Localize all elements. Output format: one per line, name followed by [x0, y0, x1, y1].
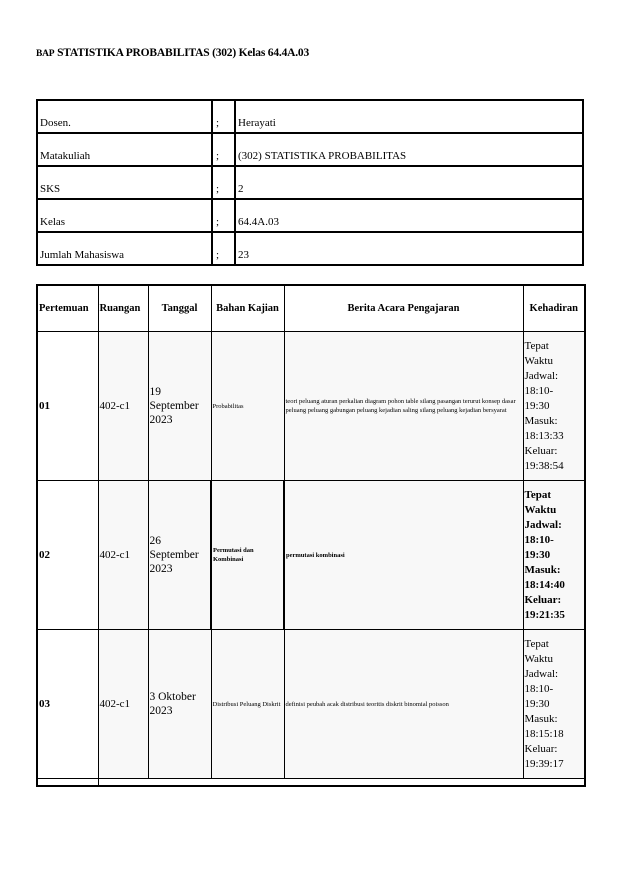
- cell-kehadiran: [523, 630, 585, 779]
- info-separator: ;: [212, 166, 235, 199]
- cell-pertemuan: 01: [37, 332, 98, 481]
- cell-bahan-kajian: Probabilitas: [211, 332, 284, 481]
- attendance-line: Waktu: [524, 503, 557, 516]
- info-value: 64.4A.03: [235, 199, 583, 232]
- attendance-line: 19:39:17: [524, 757, 564, 770]
- info-row-kelas: [37, 199, 583, 232]
- info-row-sks: [37, 166, 583, 199]
- cell-ruangan: 402-c1: [98, 481, 148, 630]
- attendance-line: Keluar:: [524, 444, 558, 457]
- continuation-cell: [98, 779, 148, 787]
- table-continuation-row: [37, 779, 585, 787]
- info-value: Herayati: [235, 100, 583, 133]
- cell-bahan-kajian: Distribusi Peluang Diskrit: [211, 630, 284, 779]
- title-prefix: BAP: [36, 49, 55, 59]
- attendance-line: 18:10-: [524, 384, 554, 397]
- info-label: Jumlah Mahasiswa: [37, 232, 212, 265]
- cell-kehadiran: [523, 332, 585, 481]
- table-header-row: [37, 285, 585, 332]
- continuation-cell: [523, 779, 585, 787]
- table-row: [37, 481, 585, 630]
- cell-tanggal: 3 Oktober 2023: [148, 630, 211, 779]
- continuation-cell: [211, 779, 284, 787]
- attendance-line: Jadwal:: [524, 667, 559, 680]
- header-pertemuan: Pertemuan: [37, 285, 98, 332]
- attendance-line: Keluar:: [524, 593, 562, 606]
- cell-ruangan: 402-c1: [98, 332, 148, 481]
- info-separator: ;: [212, 133, 235, 166]
- cell-tanggal: 19 September 2023: [148, 332, 211, 481]
- info-value: 23: [235, 232, 583, 265]
- document-title: [36, 47, 309, 59]
- info-label: Matakuliah: [37, 133, 212, 166]
- attendance-line: 18:15:18: [524, 727, 564, 740]
- attendance-line: Keluar:: [524, 742, 558, 755]
- attendance-line: 18:14:40: [524, 578, 565, 591]
- cell-bahan-kajian: Permutasi dan Kombinasi: [211, 481, 284, 630]
- cell-berita-acara: teori peluang aturan perkalian diagram pohon table silang pasangan terurut konsep dasar peluang peluang gabungan peluang kejadian saling silang peluang kejadian bersyarat: [284, 332, 523, 481]
- info-label: SKS: [37, 166, 212, 199]
- attendance-line: Jadwal:: [524, 518, 562, 531]
- table-row: [37, 332, 585, 481]
- header-bahan-kajian: Bahan Kajian: [211, 285, 284, 332]
- info-row-jumlah: [37, 232, 583, 265]
- info-separator: ;: [212, 232, 235, 265]
- info-value: (302) STATISTIKA PROBABILITAS: [235, 133, 583, 166]
- attendance-line: Tepat: [524, 637, 549, 650]
- attendance-line: Waktu: [524, 354, 553, 367]
- attendance-line: Masuk:: [524, 563, 561, 576]
- info-separator: ;: [212, 100, 235, 133]
- cell-pertemuan: 02: [37, 481, 98, 630]
- cell-berita-acara: permutasi kombinasi: [284, 481, 523, 630]
- attendance-line: Tepat: [524, 339, 549, 352]
- course-info-table: [36, 99, 584, 266]
- meeting-report-table: [36, 284, 586, 787]
- attendance-line: 18:10-: [524, 533, 554, 546]
- attendance-line: 18:13:33: [524, 429, 564, 442]
- header-berita-acara: Berita Acara Pengajaran: [284, 285, 523, 332]
- table-row: [37, 630, 585, 779]
- info-separator: ;: [212, 199, 235, 232]
- attendance-line: Masuk:: [524, 414, 558, 427]
- attendance-line: 18:10-: [524, 682, 554, 695]
- cell-tanggal: 26 September 2023: [148, 481, 211, 630]
- cell-pertemuan: 03: [37, 630, 98, 779]
- info-value: 2: [235, 166, 583, 199]
- cell-berita-acara: definisi peubah acak distribusi teoritis diskrit binomial poisson: [284, 630, 523, 779]
- continuation-cell: [148, 779, 211, 787]
- info-label: Dosen.: [37, 100, 212, 133]
- continuation-cell: [284, 779, 523, 787]
- continuation-cell: [37, 779, 98, 787]
- attendance-line: 19:38:54: [524, 459, 564, 472]
- info-label: Kelas: [37, 199, 212, 232]
- info-row-dosen: [37, 100, 583, 133]
- attendance-line: 19:30: [524, 548, 551, 561]
- attendance-line: Masuk:: [524, 712, 558, 725]
- attendance-line: Tepat: [524, 488, 551, 501]
- attendance-line: Waktu: [524, 652, 553, 665]
- attendance-line: 19:21:35: [524, 608, 565, 621]
- header-kehadiran: Kehadiran: [523, 285, 585, 332]
- cell-kehadiran: [523, 481, 585, 630]
- attendance-line: 19:30: [524, 697, 550, 710]
- info-row-matakuliah: [37, 133, 583, 166]
- attendance-line: Jadwal:: [524, 369, 559, 382]
- attendance-line: 19:30: [524, 399, 550, 412]
- header-tanggal: Tanggal: [148, 285, 211, 332]
- title-main: STATISTIKA PROBABILITAS (302) Kelas 64.4A.03: [57, 47, 310, 59]
- cell-ruangan: 402-c1: [98, 630, 148, 779]
- header-ruangan: Ruangan: [98, 285, 148, 332]
